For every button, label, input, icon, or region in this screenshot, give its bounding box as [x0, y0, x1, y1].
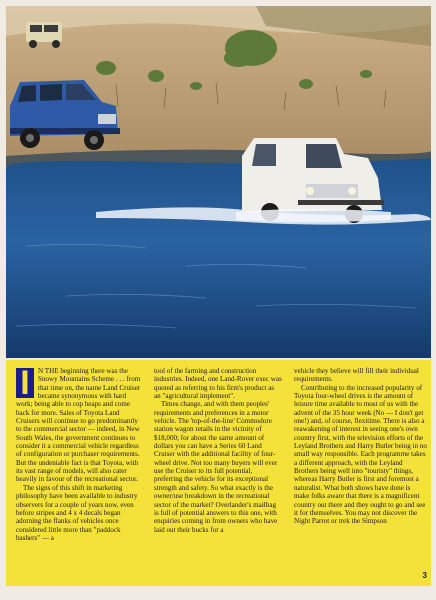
article-paragraph: vehicle they believe will fill their individual requirements. [294, 367, 419, 384]
article-paragraph: N THE beginning there was the Snowy Mountains Scheme . . . from that time on, the name Land Cruiser became synonymous with hard work; being able to cop heaps and come back for more. Sales of Toyota Land Cruisers will continue to go predominantly to the commercial sector — indeed, in New South Wales, the government continues to consider it a commercial vehicle regardless of configuration or purchaser requirements. But the undeniable fact is that Toyota, with its vast range of models, will also cater heavily in favour of the recreational sector. [16, 367, 141, 484]
article-paragraph: tool of the farming and construction industries. Indeed, one Land-Rover exec was quoted as referring to his firm's product as an "agricultural implement". [154, 367, 282, 401]
article-column-3 [294, 367, 427, 526]
article-column-2 [154, 367, 282, 534]
article-paragraph: The signs of this shift in marketing philosophy have been available to industry observers for a couple of years now, even before stripes and 4 x 4 decals began adorning the flanks of vehicles once considered little more than "paddock bashers" — a [16, 483, 138, 542]
article-paragraph: Contributing to the increased popularity of Toyota four-wheel drives is the amount of leisure time available to most of us with the advent of the 35 hour week (No — I don't get one!) and, of course, flexitime. There is also a reawakening of interest in seeing one's own country first, with the television efforts of the Leyland Brothers and Harry Butler being in no small way responsible. Each programme takes a different approach, with the Leyland Brothers being well into "touristy" things, whereas Harry Butler is first and foremost a naturalist. What both shows have done is make folks aware that there is a magnificent country out there and they ought to go and see it for themselves. You may not discover the Night Parrot or trek the Simpson [294, 383, 427, 526]
article-column-1 [16, 364, 142, 542]
river-crossing-photo [6, 6, 431, 358]
page-number: 3 [422, 571, 427, 580]
photo-illustration [6, 6, 431, 358]
drop-cap: I [16, 368, 34, 398]
article-paragraph: Times change, and with them peoples' requirements and preferences in a motor vehicle. The 'top-of-the-line' Commodore station wagon retails in the vicinity of $18,000; for about the same amount of dollars you can have a Series 60 Land Cruiser with the additional facility of four-wheel drive. Not too many buyers will ever use the Cruiser to its full potential, preferring the vehicle for its exceptional strength and safety. So what exactly is the owner/use breakdown in the recreational sector of the market? Overlander's mailbag is full of potential answers to this one, with enquiries coming in from owners who have laid out their bucks for a [154, 400, 278, 534]
article-text-panel [6, 360, 431, 586]
